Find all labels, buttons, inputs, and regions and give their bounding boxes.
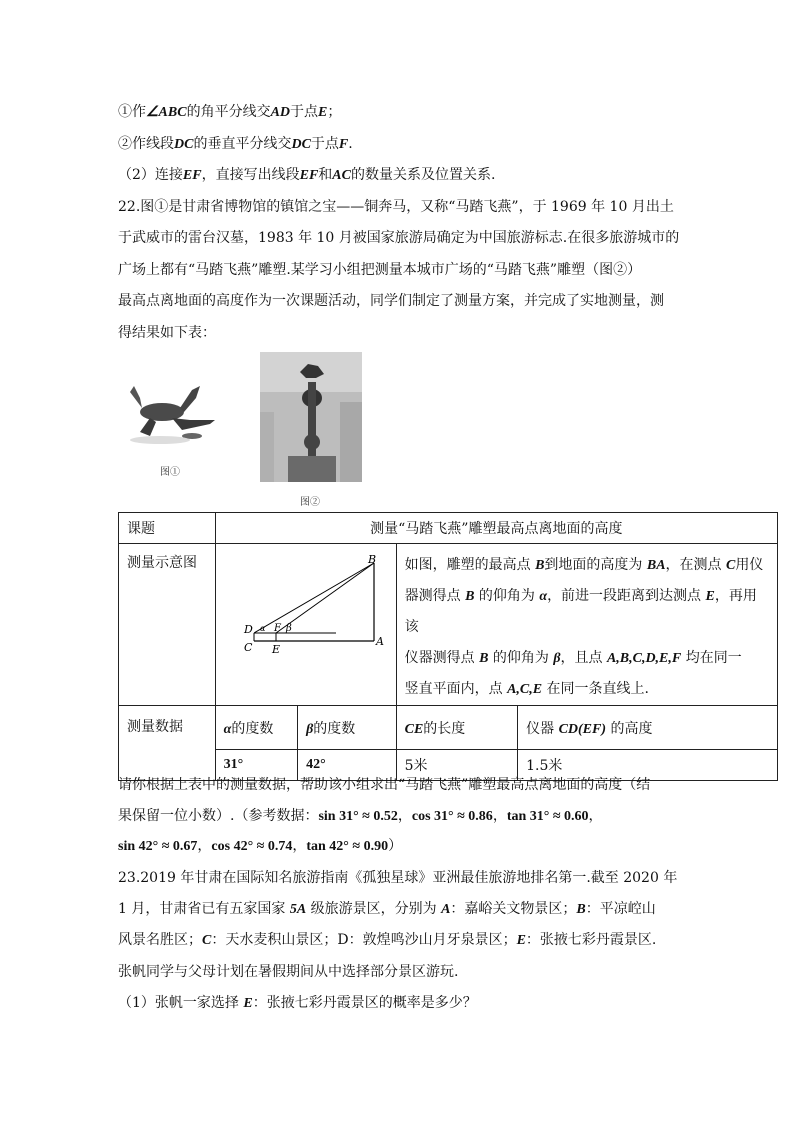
table-row <box>119 513 778 544</box>
diagram-cell <box>215 544 396 706</box>
q22-line-4: 最高点离地面的高度作为一次课题活动，同学们制定了测量方案，并完成了实地测量，测 <box>118 293 664 309</box>
q22-ask-3: sin 42° ≈ 0.67，cos 42° ≈ 0.74，tan 42° ≈ 0.90） <box>118 838 403 854</box>
q22-line-2: 于武威市的雷台汉墓，1983 年 10 月被国家旅游局确定为中国旅游标志.在很多旅游城市的 <box>118 230 680 246</box>
label-B: B <box>367 552 376 566</box>
table-row <box>119 706 778 750</box>
data-label: 测量数据 <box>119 706 216 781</box>
label-F: F <box>273 622 281 634</box>
q22-line-5: 得结果如下表： <box>118 325 216 341</box>
desc-line: 如图，雕塑的最高点 B到地面的高度为 BA，在测点 C用仪 <box>404 557 764 573</box>
q22-ask-2: 果保留一位小数）.（参考数据：sin 31° ≈ 0.52，cos 31° ≈ 0.86，tan 31° ≈ 0.60， <box>118 808 603 824</box>
q22-line-3: 广场上都有“马踏飞燕”雕塑.某学习小组把测量本城市广场的“马踏飞燕”雕塑（图②） <box>118 262 642 278</box>
label-C: C <box>243 640 253 654</box>
q22-ask-1: 请你根据上表中的测量数据，帮助该小组求出“马踏飞燕”雕塑最高点离地面的高度（结 <box>118 777 651 793</box>
topic-label: 课题 <box>119 513 216 544</box>
desc-line: 器测得点 B 的仰角为 α，前进一段距离到达测点 E，再用该 <box>404 588 757 635</box>
sculpture-photo <box>260 352 362 482</box>
diagram-label: 测量示意图 <box>119 544 216 706</box>
q23-line-3: 风景名胜区；C：天水麦积山景区；D：敦煌鸣沙山月牙泉景区；E：张掖七彩丹霞景区. <box>118 932 657 948</box>
value-ce: 5米 <box>396 750 518 781</box>
header-alpha: α的度数 <box>215 706 297 750</box>
header-ce: CE的长度 <box>396 706 518 750</box>
step-1: ①作∠ABC的角平分线交AD于点E； <box>118 104 342 120</box>
label-A: A <box>375 634 384 648</box>
label-D: D <box>243 622 253 636</box>
label-E: E <box>271 642 280 656</box>
step-2: ②作线段DC的垂直平分线交DC于点F. <box>118 136 353 152</box>
header-instrument: 仪器 CD(EF) 的高度 <box>518 706 778 750</box>
q23-line-2: 1 月，甘肃省已有五家国家 5A 级旅游景区，分别为 A：嘉峪关文物景区；B：平凉崆山 <box>118 901 656 917</box>
value-beta: 42° <box>298 750 397 781</box>
bronze-horse-photo <box>120 372 225 450</box>
header-beta: β的度数 <box>298 706 397 750</box>
desc-line: 仪器测得点 B 的仰角为 β，且点 A,B,C,D,E,F 均在同一 <box>404 650 742 666</box>
desc-line: 竖直平面内，点 A,C,E 在同一条直线上. <box>404 681 649 697</box>
diagram-description <box>396 544 777 706</box>
table-row <box>119 544 778 706</box>
topic-text: 测量“马踏飞燕”雕塑最高点离地面的高度 <box>215 513 777 544</box>
q22-line-1: 22.图①是甘肃省博物馆的镇馆之宝——铜奔马，又称“马踏飞燕”，于 1969 年 10 月出土 <box>118 199 674 215</box>
value-height: 1.5米 <box>518 750 778 781</box>
value-alpha: 31° <box>215 750 297 781</box>
figure-2-caption: 图② <box>300 497 320 508</box>
figure-1-caption: 图① <box>160 467 180 478</box>
label-beta: β <box>285 622 292 634</box>
q23-part-1: （1）张帆一家选择 E：张掖七彩丹霞景区的概率是多少？ <box>118 995 477 1011</box>
q23-line-1: 23.2019 年甘肃在国际知名旅游指南《孤独星球》亚洲最佳旅游地排名第一.截至 2020 年 <box>118 870 678 886</box>
measurement-table <box>118 512 778 781</box>
question-21-part-2: （2）连接EF，直接写出线段EF和AC的数量关系及位置关系. <box>118 167 496 183</box>
measurement-diagram <box>216 551 396 695</box>
label-alpha: α <box>259 623 266 633</box>
q23-line-4: 张帆同学与父母计划在暑假期间从中选择部分景区游玩. <box>118 964 459 980</box>
